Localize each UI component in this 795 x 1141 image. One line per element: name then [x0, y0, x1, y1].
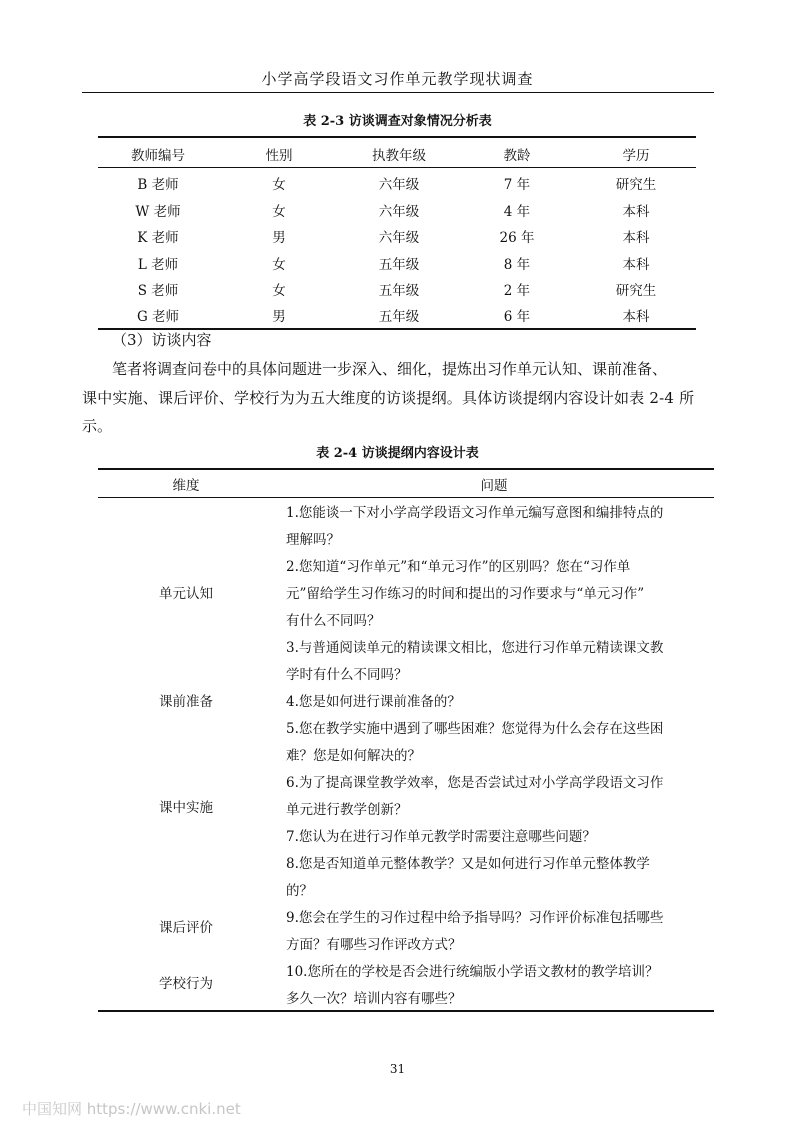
gender-cell: 男 [272, 309, 286, 325]
question-line: 方面？有哪些习作评改方式？ [286, 937, 462, 953]
table-row [98, 253, 696, 273]
table-2-4-header-rule [98, 497, 714, 498]
table-row [98, 200, 696, 220]
years-cell: 2 年 [503, 283, 531, 299]
question-line: 8.您是否知道单元整体教学？又是如何进行习作单元整体教学 [286, 856, 650, 872]
col-header-degree: 学历 [622, 148, 650, 164]
gender-cell: 男 [272, 230, 286, 246]
col-header-teacher-id: 教师编号 [131, 148, 185, 164]
paragraph-line: 笔者将调查问卷中的具体问题进一步深入、细化，提炼出习作单元认知、课前准备、 [112, 360, 668, 378]
question-line: 理解吗？ [286, 532, 340, 548]
question-line: 2.您知道“习作单元”和“单元习作”的区别吗？您在“习作单 [286, 559, 631, 575]
grade-cell: 五年级 [378, 257, 420, 273]
header-rule [82, 92, 714, 93]
table-2-4-caption: 表 2-4 访谈提纲内容设计表 [316, 446, 479, 461]
years-cell: 8 年 [503, 257, 531, 273]
teacher-id-cell: K 老师 [137, 230, 179, 246]
paragraph-line: 示。 [82, 417, 113, 435]
table-row [98, 226, 696, 246]
teacher-id-cell: S 老师 [137, 283, 179, 299]
dimension-school: 学校行为 [159, 976, 213, 992]
table-2-4-header-row [98, 474, 714, 494]
table-2-3-caption: 表 2-3 访谈调查对象情况分析表 [303, 114, 492, 129]
dimension-after-class: 课后评价 [159, 920, 213, 936]
degree-cell: 研究生 [615, 177, 657, 193]
table-row [98, 279, 696, 299]
section-heading: （3）访谈内容 [112, 331, 212, 349]
question-line: 6.为了提高课堂教学效率，您是否尝试过对小学高学段语文习作 [286, 775, 664, 791]
grade-cell: 五年级 [378, 283, 420, 299]
page-number: 31 [389, 1062, 406, 1076]
table-2-4-body [98, 500, 714, 1010]
dimension-unit-cognition: 单元认知 [159, 586, 213, 602]
grade-cell: 六年级 [378, 230, 420, 246]
col-header-gender: 性别 [265, 148, 293, 164]
col-header-question: 问题 [480, 478, 508, 494]
running-header: 小学高学段语文习作单元教学现状调查 [261, 70, 534, 88]
gender-cell: 女 [272, 257, 286, 273]
cnki-watermark: 中国知网 https://www.cnki.net [22, 1100, 241, 1118]
years-cell: 4 年 [503, 204, 531, 220]
question-line: 10.您所在的学校是否会进行统编版小学语文教材的教学培训？ [286, 964, 659, 980]
question-line: 单元进行教学创新？ [286, 802, 408, 818]
table-2-4-bottom-rule [98, 1010, 714, 1012]
question-line: 元”留给学生习作练习的时间和提出的习作要求与“单元习作” [286, 586, 645, 602]
grade-cell: 六年级 [378, 177, 420, 193]
teacher-id-cell: L 老师 [137, 257, 179, 273]
question-line: 有什么不同吗？ [286, 613, 381, 629]
col-header-years: 教龄 [503, 148, 531, 164]
gender-cell: 女 [272, 177, 286, 193]
grade-cell: 六年级 [378, 204, 420, 220]
degree-cell: 本科 [622, 309, 650, 325]
question-line: 7.您认为在进行习作单元教学时需要注意哪些问题？ [286, 829, 596, 845]
question-line: 的？ [286, 883, 313, 899]
question-line: 学时有什么不同吗？ [286, 667, 408, 683]
gender-cell: 女 [272, 204, 286, 220]
grade-cell: 五年级 [378, 309, 420, 325]
question-line: 难？您是如何解决的？ [286, 748, 421, 764]
question-line: 9.您会在学生的习作过程中给予指导吗？习作评价标准包括哪些 [286, 910, 664, 926]
gender-cell: 女 [272, 283, 286, 299]
question-line: 5.您在教学实施中遇到了哪些困难？您觉得为什么会存在这些困 [286, 721, 664, 737]
question-line: 3.与普通阅读单元的精读课文相比，您进行习作单元精读课文教 [286, 640, 664, 656]
table-row [98, 173, 696, 193]
teacher-id-cell: B 老师 [137, 177, 179, 193]
question-line: 4.您是如何进行课前准备的？ [286, 694, 461, 710]
question-line: 1.您能谈一下对小学高学段语文习作单元编写意图和编排特点的 [286, 505, 664, 521]
col-header-grade: 执教年级 [372, 148, 426, 164]
question-line: 多久一次？培训内容有哪些？ [286, 991, 462, 1007]
degree-cell: 本科 [622, 204, 650, 220]
degree-cell: 研究生 [615, 283, 657, 299]
table-2-4-top-rule [98, 468, 714, 470]
degree-cell: 本科 [622, 230, 650, 246]
teacher-id-cell: G 老师 [136, 309, 180, 325]
table-2-3-header-rule [98, 167, 696, 168]
dimension-in-class: 课中实施 [159, 800, 213, 816]
dimension-pre-class: 课前准备 [159, 694, 213, 710]
table-2-3-header-row [98, 144, 696, 164]
col-header-dimension: 维度 [172, 478, 200, 494]
table-2-3-top-rule [98, 136, 696, 138]
degree-cell: 本科 [622, 257, 650, 273]
years-cell: 6 年 [503, 309, 531, 325]
paragraph-line: 课中实施、课后评价、学校行为为五大维度的访谈提纲。具体访谈提纲内容设计如表 2-4 所 [82, 389, 695, 407]
years-cell: 7 年 [503, 177, 531, 193]
teacher-id-cell: W 老师 [135, 204, 181, 220]
years-cell: 26 年 [499, 230, 535, 246]
table-row [98, 305, 696, 325]
